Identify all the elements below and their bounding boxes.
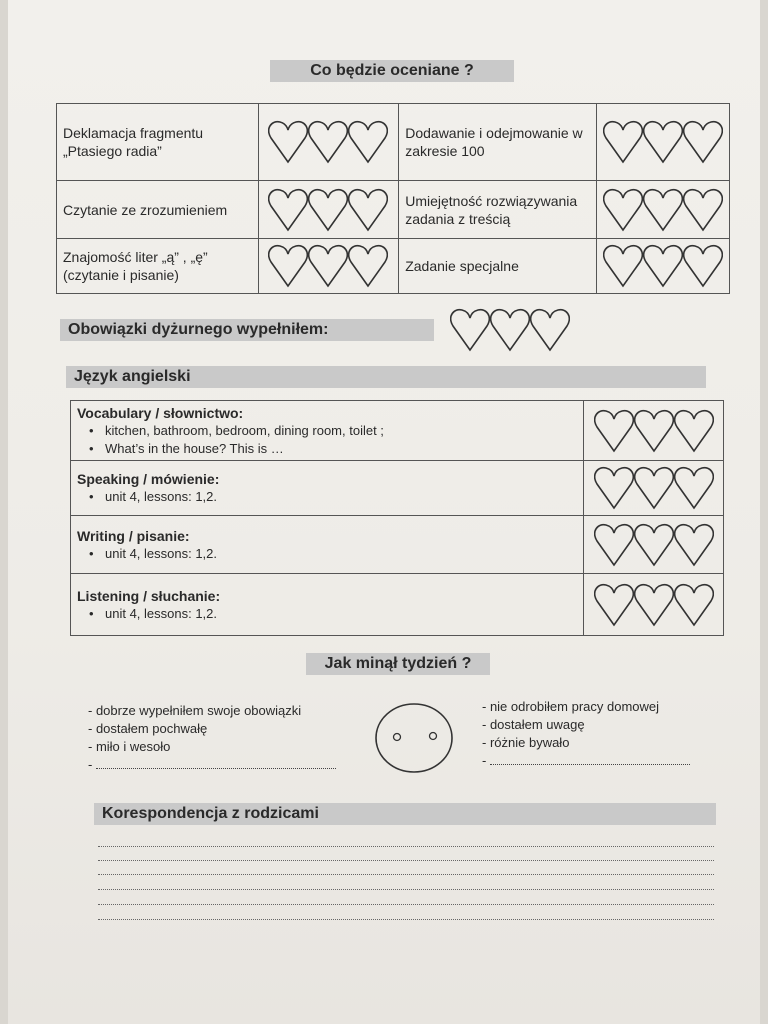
three-hearts-icon bbox=[594, 581, 714, 629]
english-row-label: Speaking / mówienie: bbox=[77, 471, 220, 487]
three-hearts-icon bbox=[268, 186, 388, 234]
three-hearts-icon bbox=[268, 118, 388, 166]
week-right-item: - różnie bywało bbox=[482, 735, 570, 750]
hearts-cell bbox=[596, 239, 729, 294]
assessment-label: Czytanie ze zrozumieniem bbox=[57, 181, 259, 239]
week-right-item: - dostałem uwagę bbox=[482, 717, 585, 732]
english-bullet: • What’s in the house? This is … bbox=[105, 440, 577, 458]
writing-line bbox=[98, 846, 714, 847]
three-hearts-icon bbox=[450, 306, 570, 354]
english-row-label: Writing / pisanie: bbox=[77, 527, 190, 544]
three-hearts-icon bbox=[594, 464, 714, 512]
hearts-cell bbox=[258, 239, 399, 294]
english-bullet: • unit 4, lessons: 1,2. bbox=[105, 545, 577, 563]
english-bullet: • unit 4, lessons: 1,2. bbox=[105, 605, 577, 623]
three-hearts-icon bbox=[268, 242, 388, 290]
english-table bbox=[70, 400, 724, 636]
english-row bbox=[71, 574, 584, 636]
english-title: Język angielski bbox=[66, 366, 706, 388]
week-left-item: - miło i wesoło bbox=[88, 739, 171, 754]
week-right-item: - nie odrobiłem pracy domowej bbox=[482, 699, 660, 714]
week-title: Jak minął tydzień ? bbox=[306, 653, 490, 675]
writing-line bbox=[98, 919, 714, 920]
hearts-cell bbox=[596, 104, 729, 181]
hearts-cell bbox=[258, 181, 399, 239]
english-row-label: Listening / słuchanie: bbox=[77, 587, 221, 604]
week-left-item-blank: - bbox=[88, 756, 368, 774]
three-hearts-icon bbox=[594, 521, 714, 569]
hearts-cell bbox=[584, 401, 724, 461]
english-row bbox=[71, 461, 584, 516]
writing-line bbox=[98, 860, 714, 861]
english-bullet: • kitchen, bathroom, bedroom, dining room, toilet ; bbox=[105, 422, 577, 440]
english-bullet: • unit 4, lessons: 1,2. bbox=[105, 488, 577, 506]
week-right-list bbox=[482, 698, 732, 770]
three-hearts-icon bbox=[603, 242, 723, 290]
english-row bbox=[71, 516, 584, 574]
three-hearts-icon bbox=[594, 407, 714, 455]
correspondence-title: Korespondencja z rodzicami bbox=[94, 803, 716, 825]
english-row-label: Vocabulary / słownictwo: bbox=[77, 404, 244, 421]
assessment-label: Zadanie specjalne bbox=[399, 239, 597, 294]
week-left-list bbox=[88, 702, 368, 774]
assessment-label: Deklamacja fragmentu „Ptasiego radia” bbox=[57, 104, 259, 181]
hearts-cell bbox=[258, 104, 399, 181]
writing-line bbox=[98, 889, 714, 890]
english-row bbox=[71, 401, 584, 461]
hearts-cell bbox=[596, 181, 729, 239]
three-hearts-icon bbox=[603, 118, 723, 166]
worksheet-page bbox=[8, 0, 760, 1024]
assessment-title: Co będzie oceniane ? bbox=[270, 60, 514, 82]
week-right-item-blank: - bbox=[482, 752, 732, 770]
hearts-cell bbox=[584, 574, 724, 636]
writing-line bbox=[98, 904, 714, 905]
writing-line bbox=[98, 874, 714, 875]
hearts-cell bbox=[584, 516, 724, 574]
week-left-item: - dobrze wypełniłem swoje obowiązki bbox=[88, 703, 302, 718]
three-hearts-icon bbox=[603, 186, 723, 234]
week-left-item: - dostałem pochwałę bbox=[88, 721, 208, 736]
assessment-label: Umiejętność rozwiązywania zadania z treścią bbox=[399, 181, 597, 239]
assessment-label: Znajomość liter „ą” , „ę” (czytanie i pisanie) bbox=[57, 239, 259, 294]
face-icon bbox=[372, 700, 456, 776]
assessment-table bbox=[56, 103, 730, 294]
duty-label: Obowiązki dyżurnego wypełniłem: bbox=[60, 319, 434, 341]
assessment-label: Dodawanie i odejmowanie w zakresie 100 bbox=[399, 104, 597, 181]
hearts-cell bbox=[584, 461, 724, 516]
